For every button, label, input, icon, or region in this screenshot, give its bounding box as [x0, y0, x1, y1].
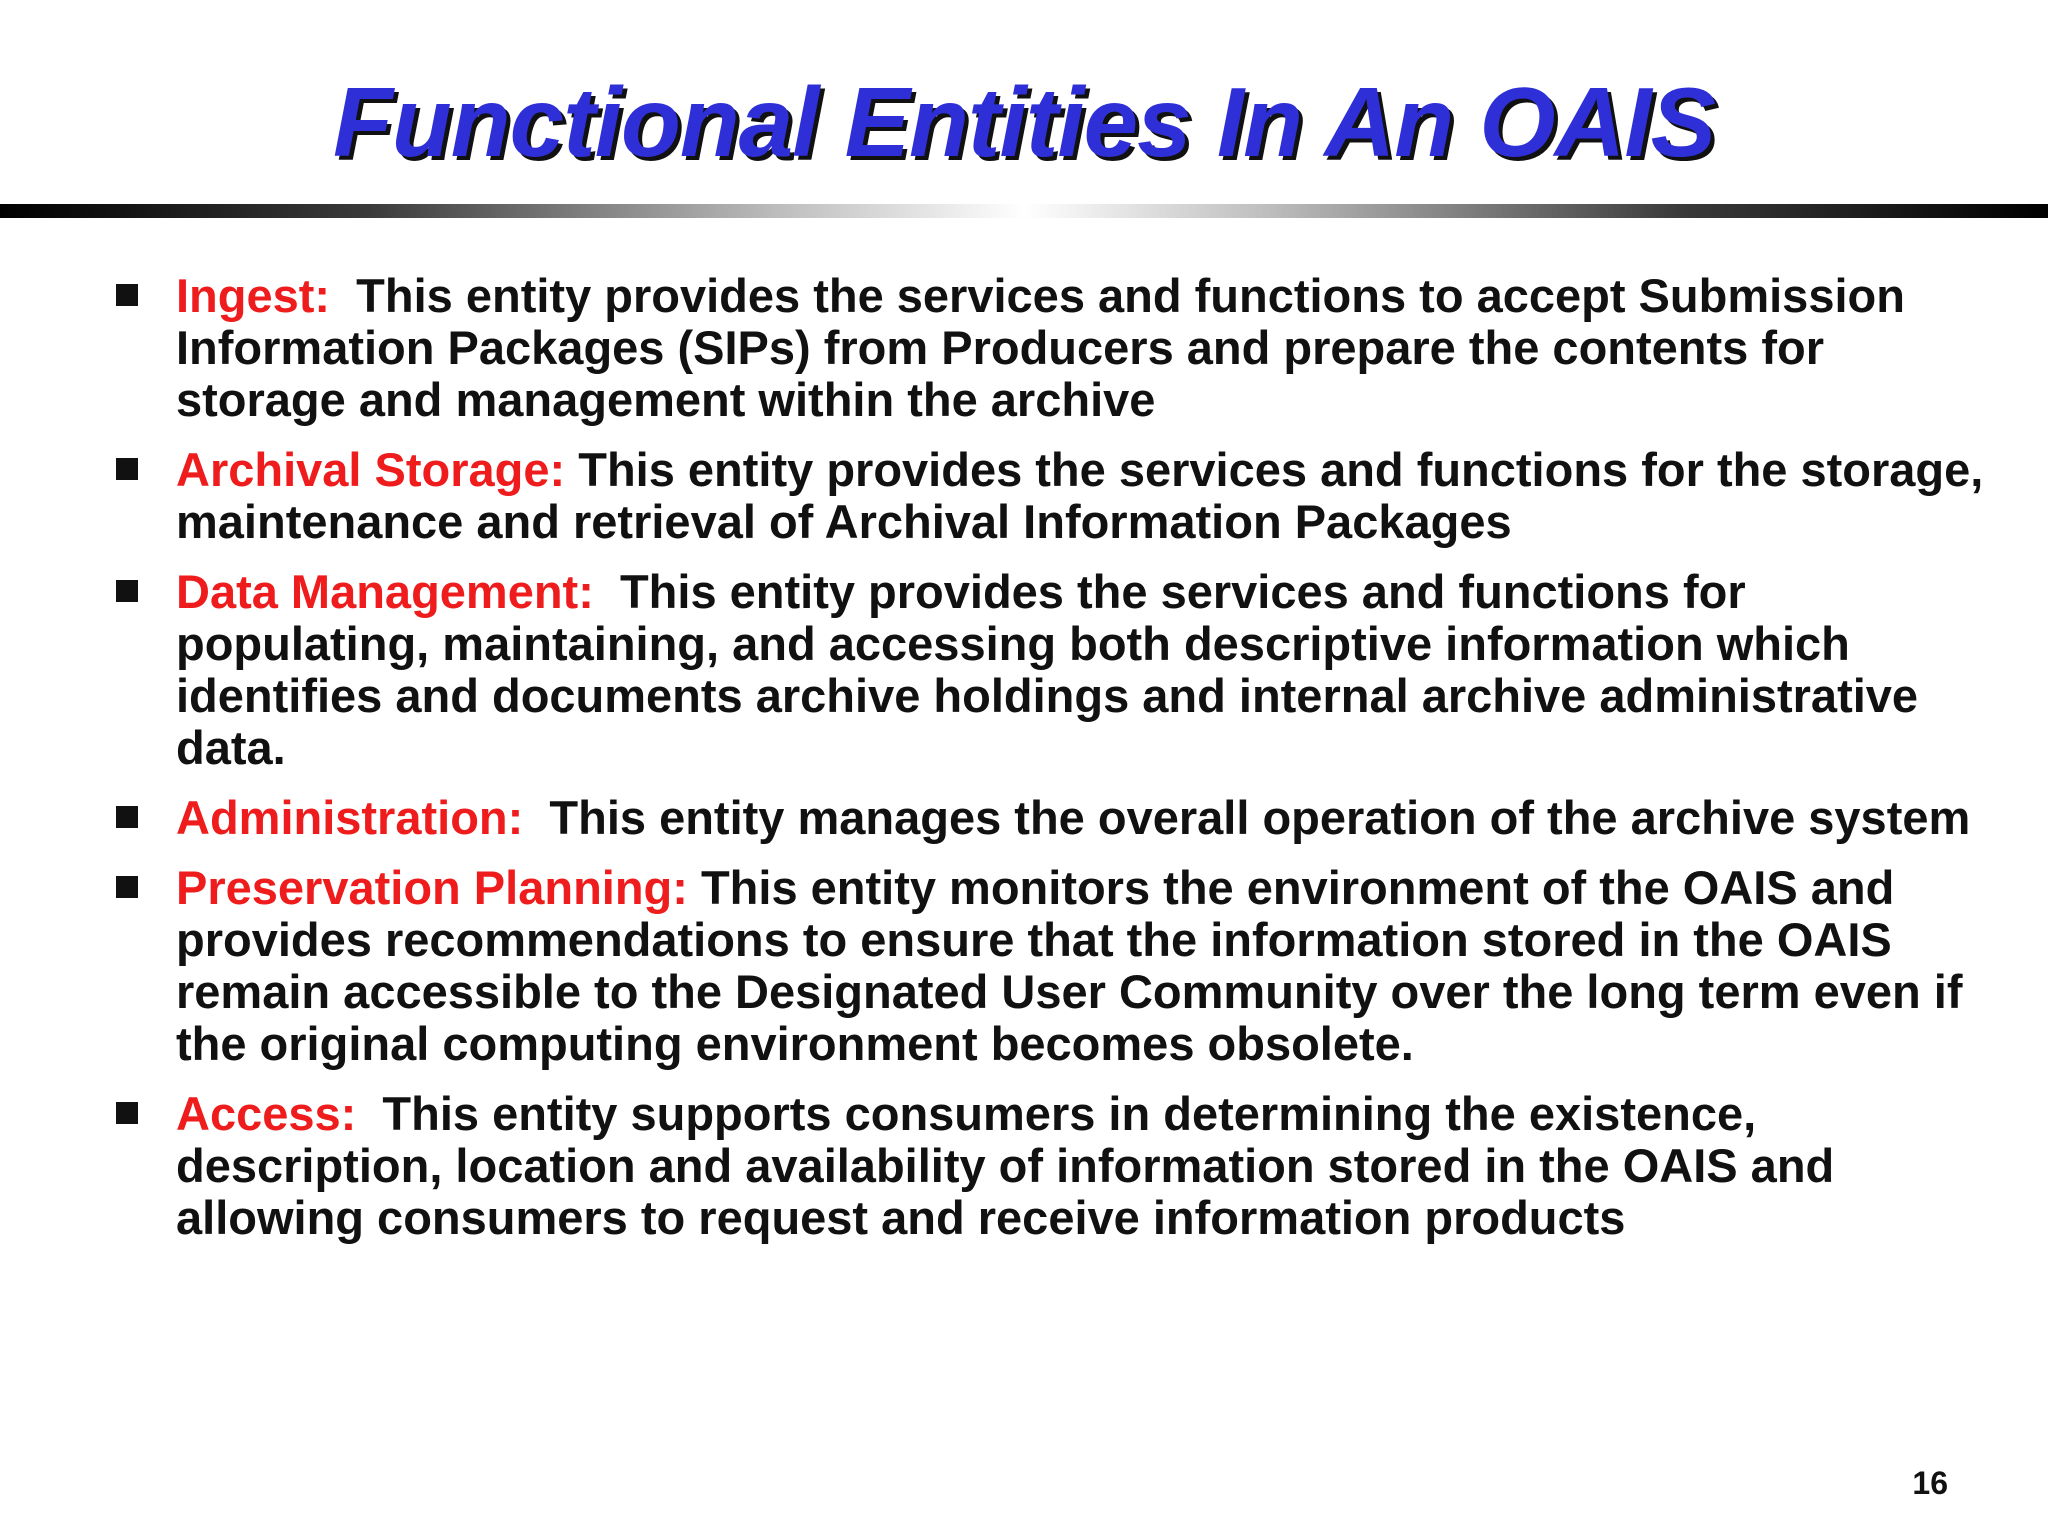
- entity-description: This entity provides the services and functions to accept Submission Information Packages (SIPs) from Producers and prepare the contents for storage and management within the archive: [176, 269, 1918, 426]
- entity-description: This entity provides the services and functions for populating, maintaining, and accessing both descriptive information which identifies and documents archive holdings and internal archive administrative data.: [176, 565, 1932, 774]
- square-bullet-icon: [116, 806, 138, 828]
- square-bullet-icon: [116, 284, 138, 306]
- entity-label: Data Management:: [176, 565, 594, 618]
- entity-description: This entity manages the overall operation of the archive system: [523, 791, 1971, 844]
- square-bullet-icon: [116, 1102, 138, 1124]
- entity-description: This entity provides the services and functions for the storage, maintenance and retrieval of Archival Information Packages: [176, 443, 1997, 548]
- bullet-data-management: [116, 566, 1996, 774]
- slide-title: Functional Entities In An OAIS: [333, 67, 1715, 177]
- entity-description: This entity monitors the environment of the OAIS and provides recommendations to ensure that the information stored in the OAIS remain accessible to the Designated User Community over the long term even if the original computing environment becomes obsolete.: [176, 861, 1976, 1070]
- entity-label: Ingest:: [176, 269, 331, 322]
- bullet-preservation-planning: [116, 862, 1996, 1070]
- entity-label: Administration:: [176, 791, 524, 844]
- entity-label: Preservation Planning:: [176, 861, 688, 914]
- bullet-archival-storage: [116, 444, 1996, 548]
- entity-bullet-list: [116, 270, 1996, 1262]
- entity-label: Archival Storage:: [176, 443, 566, 496]
- page-number: 16: [1912, 1465, 1948, 1501]
- square-bullet-icon: [116, 580, 138, 602]
- square-bullet-icon: [116, 876, 138, 898]
- bullet-administration: [116, 792, 1996, 844]
- square-bullet-icon: [116, 458, 138, 480]
- entity-label: Access:: [176, 1087, 357, 1140]
- entity-description: This entity supports consumers in determining the existence, description, location and availability of information stored in the OAIS and allowing consumers to request and receive information products: [176, 1087, 1848, 1244]
- bullet-ingest: [116, 270, 1996, 426]
- bullet-access: [116, 1088, 1996, 1244]
- title-divider: [0, 204, 2048, 218]
